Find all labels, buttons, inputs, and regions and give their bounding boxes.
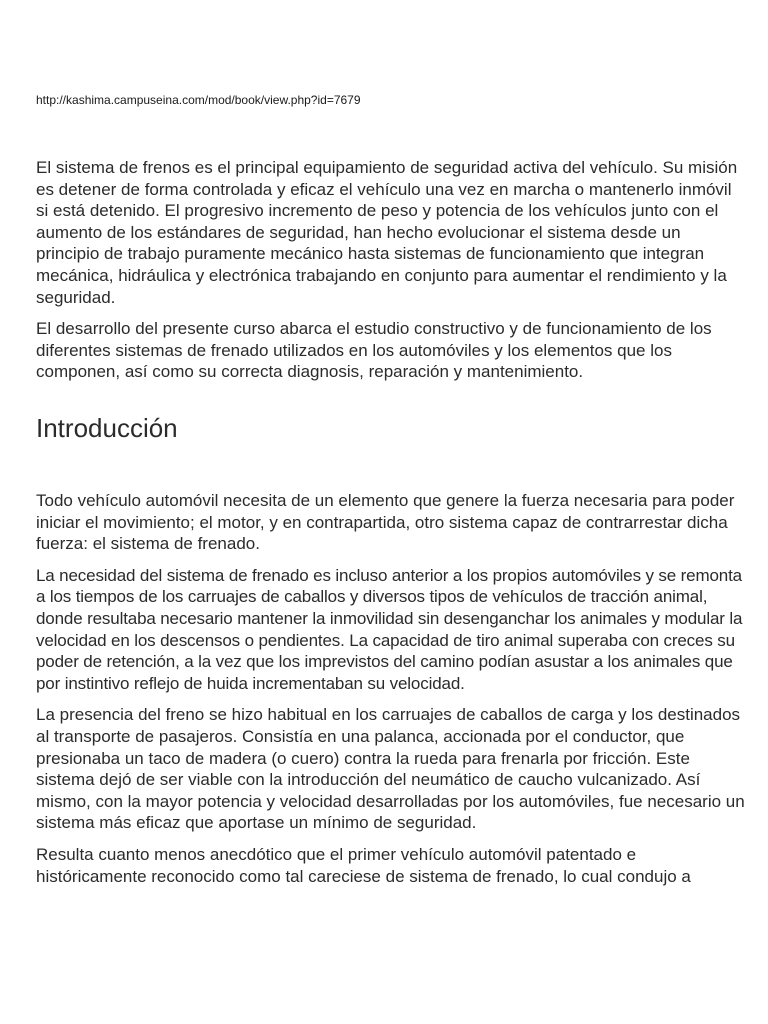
intro-paragraph-2: El desarrollo del presente curso abarca el estudio constructivo y de funcionamiento de los diferentes sistemas de frenado utilizados en los automóviles y los elementos que los componen, así como su correcta diagnosis, reparación y mantenimiento. [36, 319, 712, 382]
section-heading: Introducción [36, 413, 178, 443]
introduction-section [36, 490, 748, 897]
page-url[interactable]: http://kashima.campuseina.com/mod/book/view.php?id=7679 [36, 93, 361, 107]
intro-section [36, 157, 748, 393]
section-paragraph-2: La necesidad del sistema de frenado es incluso anterior a los propios automóviles y se remonta a los tiempos de los carruajes de caballos y diversos tipos de vehículos de tracción animal, donde resultaba necesario mantener la inmovilidad sin desenganchar los animales y modular la velocidad en los descensos o pendientes. La capacidad de tiro animal superaba con creces su poder de retención, a la vez que los imprevistos del camino podían asustar a los animales que por instintivo reflejo de huida incrementaban su velocidad. [36, 565, 743, 693]
section-paragraph-4: Resulta cuanto menos anecdótico que el primer vehículo automóvil patentado e históricamente reconocido como tal careciese de sistema de frenado, lo cual condujo a [36, 844, 691, 886]
section-paragraph-3: La presencia del freno se hizo habitual en los carruajes de caballos de carga y los destinados al transporte de pasajeros. Consistía en una palanca, accionada por el conductor, que presionaba un taco de madera (o cuero) contra la rueda para frenarla por fricción. Este sistema dejó de ser viable con la introducción del neumático de caucho vulcanizado. Así mismo, con la mayor potencia y velocidad desarrolladas por los automóviles, fue necesario un sistema más eficaz que aportase un mínimo de seguridad. [36, 705, 745, 833]
intro-paragraph-1: El sistema de frenos es el principal equipamiento de seguridad activa del vehículo. Su misión es detener de forma controlada y eficaz el vehículo una vez en marcha o mantenerlo inmóvil si está detenido. El progresivo incremento de peso y potencia de los vehículos junto con el aumento de los estándares de seguridad, han hecho evolucionar el sistema desde un principio de trabajo puramente mecánico hasta sistemas de funcionamiento que integran mecánica, hidráulica y electrónica trabajando en conjunto para aumentar el rendimiento y la seguridad. [36, 158, 738, 307]
section-paragraph-1: Todo vehículo automóvil necesita de un elemento que genere la fuerza necesaria para poder iniciar el movimiento; el motor, y en contrapartida, otro sistema capaz de contrarrestar dicha fuerza: el sistema de frenado. [36, 491, 735, 554]
